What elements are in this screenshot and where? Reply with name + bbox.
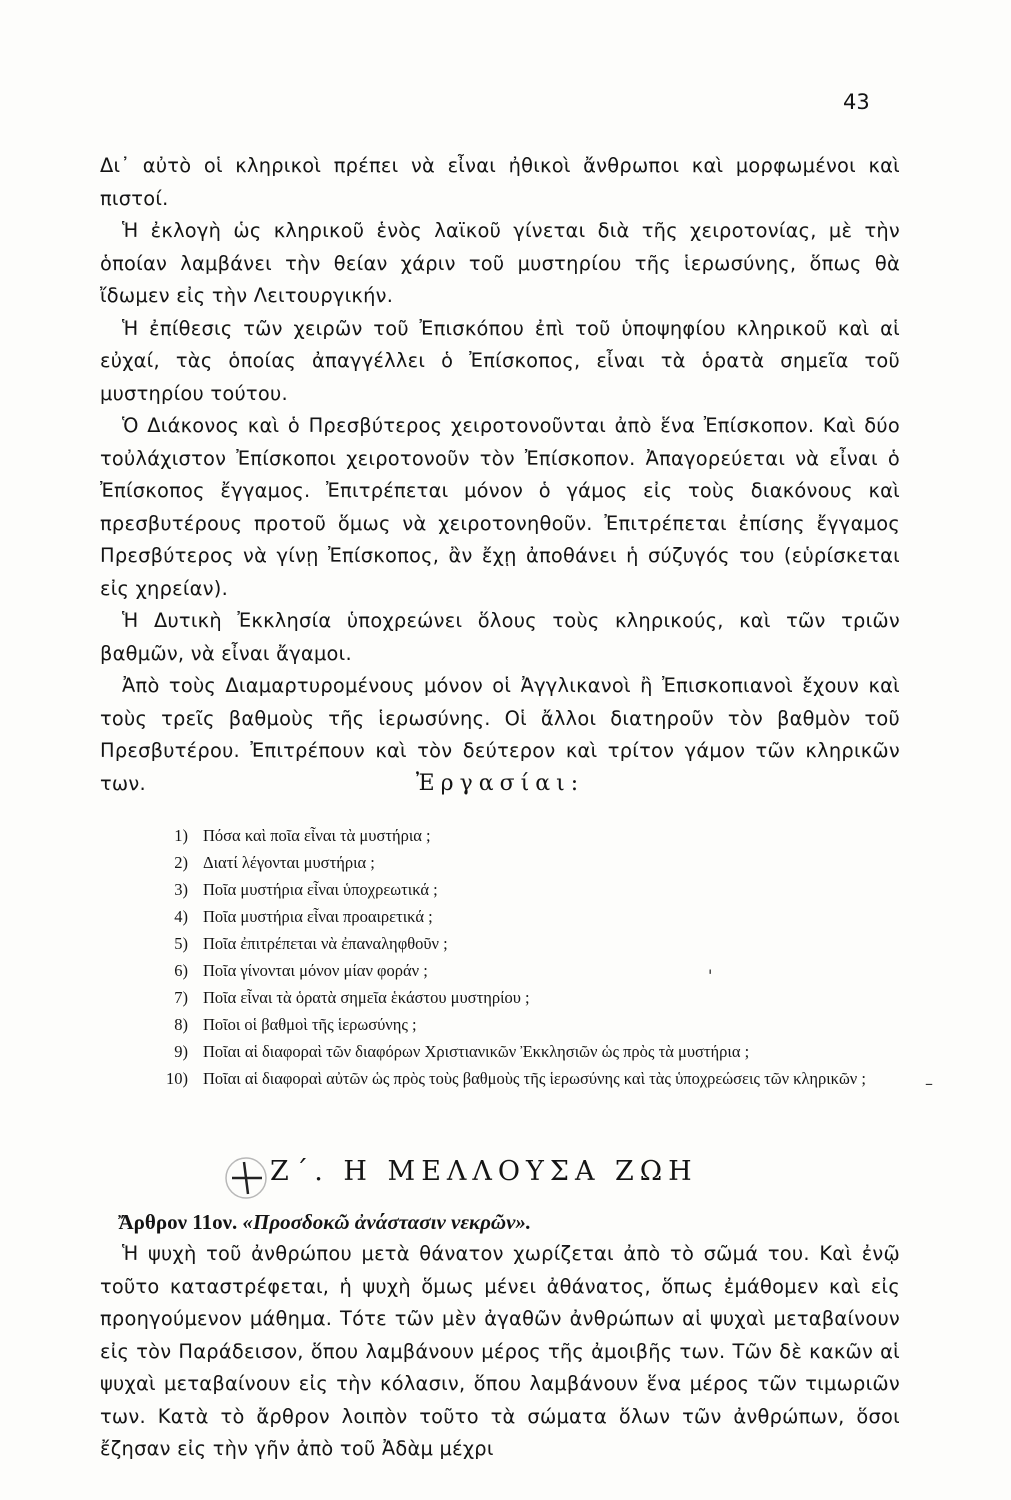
exercise-text: Ποῖα εἶναι τὰ ὁρατὰ σημεῖα ἑκάστου μυστηρίου ; xyxy=(203,988,530,1007)
handwritten-cross-icon xyxy=(218,1150,268,1200)
article-title xyxy=(118,1210,531,1235)
exercise-number: 9) xyxy=(174,1042,188,1061)
exercise-text: Ποῖαι αἱ διαφοραὶ τῶν διαφόρων Χριστιανικῶν Ἐκκλησιῶν ὡς πρὸς τὰ μυστήρια ; xyxy=(203,1042,750,1061)
exercise-item xyxy=(158,822,908,849)
exercise-item xyxy=(158,957,908,984)
margin-dash-mark: – xyxy=(925,1074,933,1093)
exercise-number: 1) xyxy=(174,826,188,845)
exercise-number: 4) xyxy=(174,907,188,926)
article-body-text xyxy=(100,1238,900,1466)
exercise-item xyxy=(158,876,908,903)
article-quote: «Προσδοκῶ ἀνάστασιν νεκρῶν». xyxy=(242,1210,532,1234)
exercise-number: 7) xyxy=(174,988,188,1007)
section-heading xyxy=(210,1150,710,1200)
paragraph: Ἡ ἐπίθεσις τῶν χειρῶν τοῦ Ἐπισκόπου ἐπὶ τοῦ ὑποψηφίου κληρικοῦ καὶ αἱ εὐχαί, τὰς ὁποίας ἀπαγγέλλει ὁ Ἐπίσκοπος, εἶναι τὰ ὁρατὰ σημεῖα τοῦ μυστηρίου τούτου. xyxy=(100,316,900,405)
exercise-number: 3) xyxy=(174,880,188,899)
exercise-number: 5) xyxy=(174,934,188,953)
margin-tick-mark: ' xyxy=(708,966,713,985)
exercise-text: Ποῖοι οἱ βαθμοὶ τῆς ἱερωσύνης ; xyxy=(203,1015,417,1034)
paragraph: Ἡ ψυχὴ τοῦ ἀνθρώπου μετὰ θάνατον χωρίζεται ἀπὸ τὸ σῶμά του. Καὶ ἐνῷ τοῦτο καταστρέφεται, ἡ ψυχὴ ὅμως μένει ἀθάνατος, ὅπως ἐμάθομεν καὶ εἰς προηγούμενον μάθημα. Τότε τῶν μὲν ἀγαθῶν ἀνθρώπων αἱ ψυχαὶ μεταβαίνουν εἰς τὸν Παράδεισον, ὅπου λαμβάνουν μέρος τῆς ἀμοιβῆς των. Τῶν δὲ κακῶν αἱ ψυχαὶ μεταβαίνουν εἰς τὴν κόλασιν, ὅπου λαμβάνουν ἕνα μέρος τῶν τιμωριῶν των. Κατὰ τὸ ἄρθρον λοιπὸν τοῦτο τὰ σώματα ὅλων τῶν ἀνθρώπων, ὅσοι ἔζησαν εἰς τὴν γῆν ἀπὸ τοῦ Ἀδὰμ μέχρι xyxy=(100,1242,900,1460)
exercise-item xyxy=(158,849,908,876)
exercise-item xyxy=(158,1065,908,1092)
exercise-text: Διατί λέγονται μυστήρια ; xyxy=(203,853,375,872)
section-heading-text: Ζ΄. Η ΜΕΛΛΟΥΣΑ ΖΩΗ xyxy=(270,1156,698,1187)
exercise-list xyxy=(158,822,908,1092)
exercise-text: Πόσα καὶ ποῖα εἶναι τὰ μυστήρια ; xyxy=(203,826,431,845)
exercise-number: 2) xyxy=(174,853,188,872)
exercise-text: Ποῖα ἐπιτρέπεται νὰ ἐπαναληφθοῦν ; xyxy=(203,934,448,953)
exercise-item xyxy=(158,903,908,930)
exercise-number: 6) xyxy=(174,961,188,980)
paragraph: Ἀπὸ τοὺς Διαμαρτυρομένους μόνον οἱ Ἀγγλικανοὶ ἢ Ἐπισκοπιανοὶ ἔχουν καὶ τοὺς τρεῖς βαθμοὺς τῆς ἱερωσύνης. Οἱ ἄλλοι διατηροῦν τὸν βαθμὸν τοῦ Πρεσβυτέρου. Ἐπιτρέπουν καὶ τὸν δεύτερον καὶ τρίτον γάμον τῶν κληρικῶν των. xyxy=(100,674,900,795)
page-number: 43 xyxy=(843,90,870,114)
exercise-text: Ποῖα μυστήρια εἶναι ὑποχρεωτικά ; xyxy=(203,880,438,899)
paragraph: Ἡ ἐκλογὴ ὡς κληρικοῦ ἑνὸς λαϊκοῦ γίνεται διὰ τῆς χειροτονίας, μὲ τὴν ὁποίαν λαμβάνει τὴν θείαν χάριν τοῦ μυστηρίου τῆς ἱερωσύνης, ὅπως θὰ ἴδωμεν εἰς τὴν Λειτουργικήν. xyxy=(100,219,900,307)
exercise-number: 10) xyxy=(166,1069,188,1088)
article-label: Ἄρθρον 11ον. xyxy=(118,1210,238,1234)
body-text xyxy=(100,150,900,800)
paragraph: Ὁ Διάκονος καὶ ὁ Πρεσβύτερος χειροτονοῦνται ἀπὸ ἕνα Ἐπίσκοπον. Καὶ δύο τοὐλάχιστον Ἐπίσκοποι χειροτονοῦν τὸν Ἐπίσκοπον. Ἀπαγορεύεται νὰ εἶναι ὁ Ἐπίσκοπος ἔγγαμος. Ἐπιτρέπεται μόνον ὁ γάμος εἰς τοὺς διακόνους καὶ πρεσβυτέρους προτοῦ ὅμως νὰ χειροτονηθοῦν. Ἐπιτρέπεται ἐπίσης ἔγγαμος Πρεσβύτερος νὰ γίνῃ Ἐπίσκοπος, ἂν ἔχῃ ἀποθάνει ἡ σύζυγός του (εὑρίσκεται εἰς χηρείαν). xyxy=(100,414,900,600)
exercise-text: Ποῖα γίνονται μόνον μίαν φοράν ; xyxy=(203,961,428,980)
paragraph: Δι᾽ αὐτὸ οἱ κληρικοὶ πρέπει νὰ εἶναι ἠθικοὶ ἄνθρωποι καὶ μορφωμένοι καὶ πιστοί. xyxy=(100,154,900,210)
exercise-item xyxy=(158,930,908,957)
exercise-item xyxy=(158,984,908,1011)
paragraph: Ἡ Δυτικὴ Ἐκκλησία ὑποχρεώνει ὅλους τοὺς κληρικούς, καὶ τῶν τριῶν βαθμῶν, νὰ εἶναι ἄγαμοι. xyxy=(100,609,900,665)
exercise-number: 8) xyxy=(174,1015,188,1034)
exercise-text: Ποῖα μυστήρια εἶναι προαιρετικά ; xyxy=(203,907,433,926)
exercise-item xyxy=(158,1038,908,1065)
exercises-title: Ἐργασίαι: xyxy=(415,771,585,796)
exercise-item xyxy=(158,1011,908,1038)
exercise-text: Ποῖαι αἱ διαφοραὶ αὐτῶν ὡς πρὸς τοὺς βαθμοὺς τῆς ἱερωσύνης καὶ τὰς ὑποχρεώσεις τῶν κληρικῶν ; xyxy=(203,1069,866,1088)
